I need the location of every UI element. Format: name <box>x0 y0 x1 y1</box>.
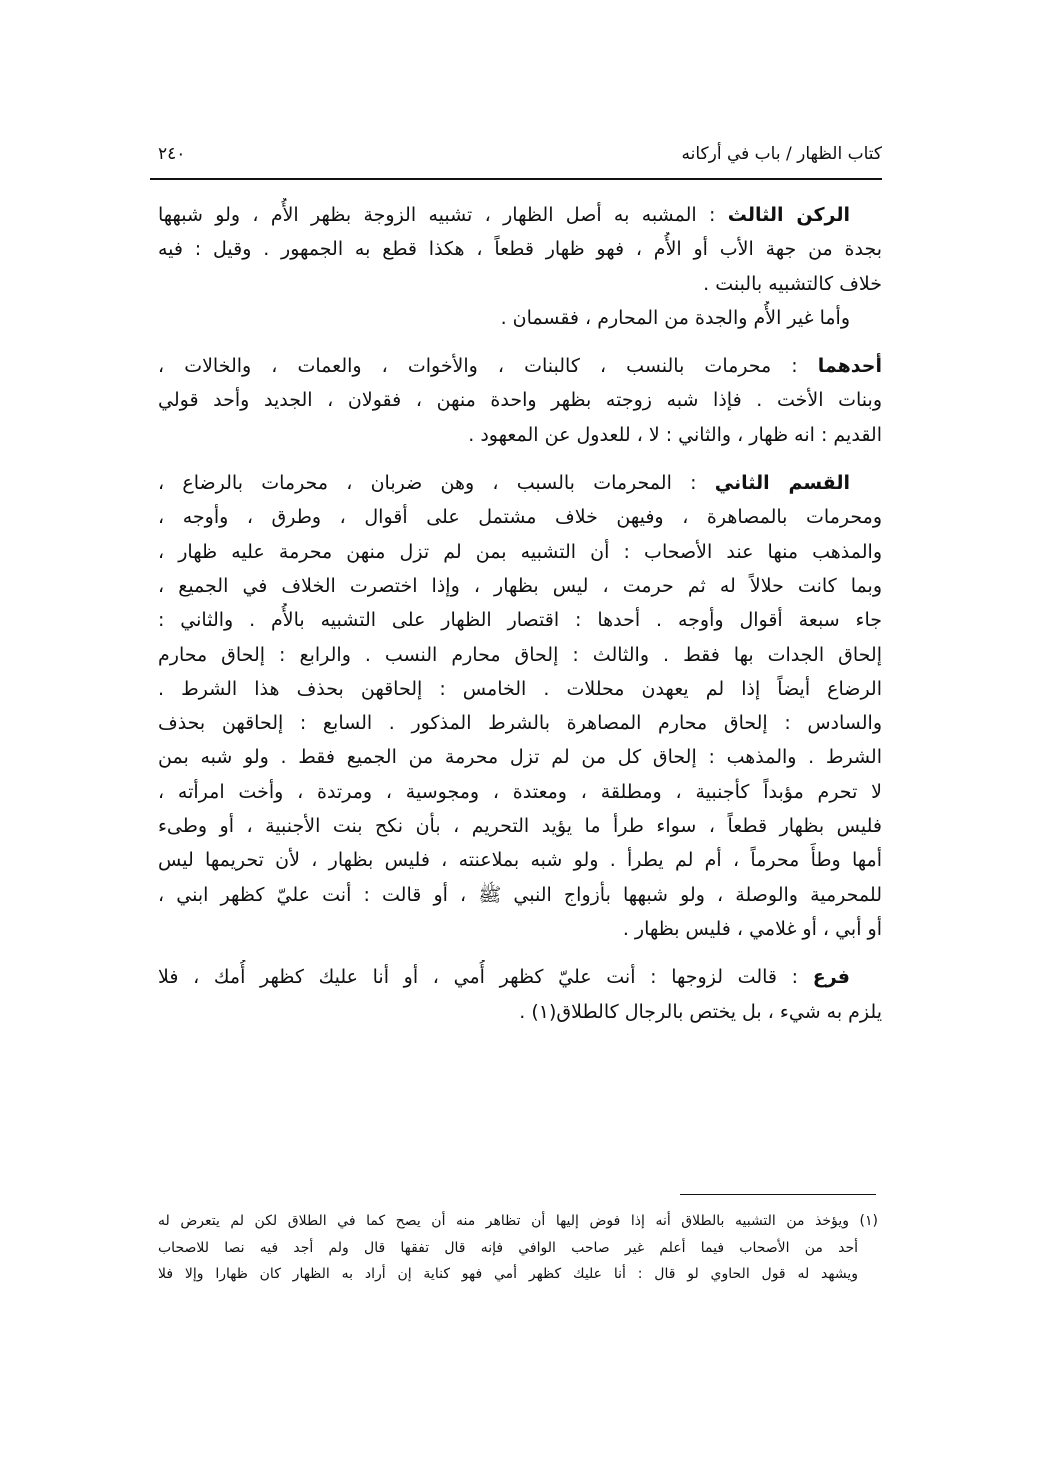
text-line <box>158 535 882 569</box>
section-heading: أحدهما <box>817 355 882 378</box>
line-text: الرضاع أيضاً إذا لم يعهدن محللات . الخامس : إلحاقهن بحذف هذا الشرط . <box>158 677 882 700</box>
line-text: : محرمات بالنسب ، كالبنات ، والأخوات ، والعمات ، والخالات ، <box>158 355 818 378</box>
line-text: يلزم به شيء ، بل يختص بالرجال كالطلاق(١) . <box>519 1000 882 1023</box>
text-line <box>158 466 882 500</box>
text-line <box>158 232 882 266</box>
line-text: إلحاق الجدات بها فقط . والثالث : إلحاق محارم النسب . والرابع : إلحاق محارم <box>158 643 882 666</box>
text-line <box>158 672 882 706</box>
text-line <box>158 349 882 383</box>
line-text: خلاف كالتشبيه بالبنت . <box>703 272 882 295</box>
text-line <box>158 843 882 877</box>
line-text: وأما غير الأُم والجدة من المحارم ، فقسمان . <box>500 306 850 329</box>
line-text: القديم : انه ظهار ، والثاني : لا ، للعدول عن المعهود . <box>468 423 882 446</box>
text-line <box>158 706 882 740</box>
line-text: : قالت لزوجها : أنت عليّ كظهر أُمي ، أو أنا عليك كظهر أُمك ، فلا <box>158 966 813 989</box>
footnote-line: (١) ويؤخذ من التشبيه بالطلاق أنه إذا فوض إليها أن تظاهر منه أن يصح كما في الطلاق لكن لم يتعرض له <box>158 1213 878 1229</box>
text-line <box>158 301 882 335</box>
line-text: : المحرمات بالسبب ، وهن ضربان ، محرمات بالرضاع ، <box>158 472 715 495</box>
page-number: ٢٤٠ <box>158 144 186 164</box>
line-text: الشرط . والمذهب : إلحاق كل من لم تزل محرمة من الجميع فقط . ولو شبه بمن <box>158 746 882 769</box>
text-line <box>158 995 882 1029</box>
line-text: للمحرمية والوصلة ، ولو شبهها بأزواج النبي ﷺ ، أو قالت : أنت عليّ كظهر ابني ، <box>158 883 882 906</box>
footnote-separator <box>680 1194 876 1195</box>
line-text: أو أبي ، أو غلامي ، فليس بظهار . <box>622 917 882 940</box>
text-line <box>158 500 882 534</box>
text-line <box>158 418 882 452</box>
text-line <box>158 960 882 994</box>
line-text: والمذهب منها عند الأصحاب : أن التشبيه بمن لم تزل منهن محرمة عليه ظهار ، <box>158 540 882 563</box>
text-line <box>158 569 882 603</box>
text-line <box>158 603 882 637</box>
line-text: فليس بظهار قطعاً ، سواء طرأ ما يؤيد التحريم ، بأن نكح بنت الأجنبية ، أو وطىء <box>158 815 882 838</box>
line-text: : المشبه به أصل الظهار ، تشبيه الزوجة بظهر الأُم ، ولو شبهها <box>158 204 728 226</box>
text-line <box>158 740 882 774</box>
paragraph <box>158 466 882 946</box>
text-line <box>158 198 882 232</box>
header-rule <box>150 178 882 180</box>
paragraph <box>158 198 882 335</box>
text-line <box>158 638 882 672</box>
line-text: وبنات الأخت . فإذا شبه زوجته بظهر واحدة منهن ، فقولان ، الجديد وأحد قولي <box>158 389 882 412</box>
section-heading: فرع <box>812 966 850 989</box>
paragraph <box>158 349 882 452</box>
text-line <box>158 383 882 417</box>
footnotes <box>158 1208 878 1288</box>
text-line <box>158 267 882 301</box>
line-text: وبما كانت حلالاً له ثم حرمت ، ليس بظهار ، وإذا اختصرت الخلاف في الجميع ، <box>158 574 882 597</box>
running-header-title: كتاب الظهار / باب في أركانه <box>681 144 882 164</box>
line-text: لا تحرم مؤبداً كأجنبية ، ومطلقة ، ومعتدة ، ومجوسية ، ومرتدة ، وأخت امرأته ، <box>158 780 882 803</box>
line-text: والسادس : إلحاق محارم المصاهرة بالشرط المذكور . السابع : إلحاقهن بحذف <box>158 712 882 735</box>
section-heading: القسم الثاني <box>714 472 850 495</box>
line-text: جاء سبعة أقوال وأوجه . أحدها : اقتصار الظهار على التشبيه بالأُم . والثاني : <box>158 609 882 632</box>
text-line <box>158 878 882 912</box>
main-text <box>158 198 882 1043</box>
section-heading: الركن الثالث <box>727 204 850 226</box>
text-line <box>158 775 882 809</box>
text-line <box>158 912 882 946</box>
text-line <box>158 809 882 843</box>
line-text: أمها وطأً محرماً ، أم لم يطرأ . ولو شبه بملاعنته ، فليس بظهار ، لأن تحريمها ليس <box>158 849 882 872</box>
line-text: بجدة من جهة الأب أو الأُم ، فهو ظهار قطعاً ، هكذا قطع به الجمهور . وقيل : فيه <box>158 238 882 261</box>
footnote-line: ويشهد له قول الحاوي لو قال : أنا عليك كظهر أمي فهو كناية إن أراد به الظهار كان ظهارا وإلا فلا <box>158 1266 858 1282</box>
footnote-line: أحد من الأصحاب فيما أعلم غير صاحب الوافي فإنه قال تفقها قال ولم أجد فيه نصا للاصحاب <box>158 1239 858 1256</box>
line-text: ومحرمات بالمصاهرة ، وفيهن خلاف مشتمل على أقوال ، وطرق ، وأوجه ، <box>158 506 882 529</box>
paragraph <box>158 960 882 1029</box>
